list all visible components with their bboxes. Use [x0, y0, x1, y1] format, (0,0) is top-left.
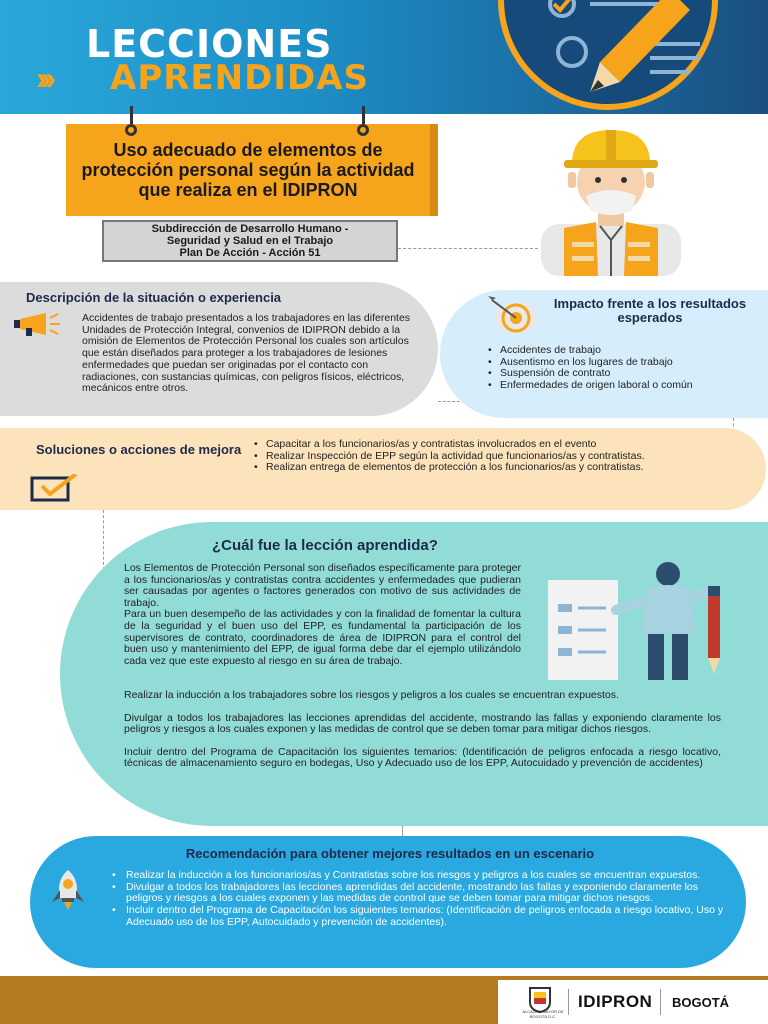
list-item: • Realizan entrega de elementos de protección a los funcionarios/as y contratistas.	[254, 462, 714, 474]
checklist-pencil-icon	[520, 0, 768, 114]
description-title: Descripción de la situación o experiencia	[26, 290, 282, 305]
megaphone-icon	[12, 312, 64, 336]
page-title-line2: APRENDIDAS	[110, 58, 369, 98]
lesson-paragraph: Los Elementos de Protección Personal son diseñados específicamente para proteger a los funcionarios/as y contratistas contra accidentes y enfermedades que pudieran ser causadas por agentes o factores generados con motivo de sus actividades de trabajo.	[124, 562, 521, 609]
list-item: • Realizar Inspección de EPP según la actividad que funcionarios/as y contratistas.	[254, 451, 714, 463]
subtitle-line1: Subdirección de Desarrollo Humano -	[151, 223, 349, 235]
subtitle-line2: Seguridad y Salud en el Trabajo	[166, 235, 334, 247]
lesson-body-bottom	[124, 690, 721, 781]
idipron-logo: IDIPRON	[578, 992, 653, 1011]
lesson-title: ¿Cuál fue la lección aprendida?	[212, 537, 438, 554]
title-arrows: ›››	[36, 60, 50, 96]
lesson-paragraph: Incluir dentro del Programa de Capacitación los siguientes temarios: (Identificación de peligros enfocada a riesgo locativo, técnicas de almacenamiento seguro en bodegas, Uso y Adecuado uso de los EPP, Autocuidado y prevención de accidentes)	[124, 745, 721, 770]
recommendation-list	[112, 870, 728, 929]
subtitle-box	[102, 220, 398, 262]
recommendation-title: Recomendación para obtener mejores resultados en un escenario	[185, 846, 595, 861]
connector-line	[402, 826, 403, 836]
subtitle-line3: Plan De Acción - Acción 51	[179, 247, 321, 259]
construction-worker-icon	[536, 124, 686, 276]
rocket-icon	[46, 868, 90, 912]
list-item: • Accidentes de trabajo	[488, 345, 758, 357]
list-item: • Divulgar a todos los trabajadores las lecciones aprendidas del accidente, mostrando las fallas y exponiendo claramente los peligros y riesgos a los cuales exponen y las medidas de control que se deben tomar para mitigar dichos riesgos.	[112, 882, 728, 905]
hook-ring	[125, 124, 137, 136]
hook-ring	[357, 124, 369, 136]
list-item: • Capacitar a los funcionarios/as y contratistas involucrados en el evento	[254, 439, 714, 451]
solutions-list	[254, 439, 714, 474]
target-icon	[486, 296, 546, 336]
connector-line	[103, 510, 104, 570]
list-item: • Realizar la inducción a los funcionarios/as y Contratistas sobre los riesgos y peligros a los cuales se encuentran expuestos.	[112, 870, 728, 882]
lesson-paragraph: Realizar la inducción a los trabajadores sobre los riesgos y peligros a los cuales se encuentran expuestos.	[124, 689, 619, 701]
lesson-paragraph: Para un buen desempeño de las actividades y con la finalidad de fomentar la cultura de la seguridad y el buen uso del EPP, es fundamental la participación de los supervisores de contrato, coordinadores de área de IDIPRON para el control del buen uso y mantenimiento del EPP, de igual forma debe dar el ejemplo utilizándolo cada vez que este expuesto al riesgo en su área de trabajo.	[124, 608, 521, 667]
topic-title-box	[66, 124, 438, 216]
topic-title: Uso adecuado de elementos de protección personal según la actividad que realiza en el IDIPRON	[81, 140, 415, 200]
logo-divider	[568, 989, 569, 1015]
solutions-title: Soluciones o acciones de mejora	[36, 442, 242, 457]
page-title-line1: LECCIONES	[86, 22, 333, 66]
list-item: • Suspensión de contrato	[488, 368, 758, 380]
bogota-logo: BOGOTÁ	[672, 995, 730, 1010]
list-item: • Incluir dentro del Programa de Capacitación los siguientes temarios: (Identificación de peligros enfocada a riesgo locativo, Uso y Adecuado uso de los EPP, Autocuidado y prevención de accidentes).	[112, 905, 728, 928]
presenter-board-icon	[546, 560, 732, 682]
checkbox-icon	[30, 474, 78, 502]
impact-list	[488, 345, 758, 392]
impact-title: Impacto frente a los resultados esperados	[553, 296, 747, 325]
list-item: • Ausentismo en los lugares de trabajo	[488, 357, 758, 369]
logo-divider	[660, 989, 661, 1015]
alcaldia-label: ALCALDÍA MAYOR DE BOGOTÁ D.C.	[522, 1009, 564, 1019]
list-item: • Enfermedades de origen laboral o común	[488, 380, 758, 392]
description-body: Accidentes de trabajo presentados a los trabajadores en las diferentes Unidades de Protección Integral, convenios de IDIPRON debido a la omisión de Elementos de Protección Personal los cuales son artículos que están diseñados para proteger a los trabajadores de lesiones enfermedades que puedan ser originadas por el contacto con radiaciones, con sustancias químicas, con peligros físicos, eléctricos, mecánicos entre otros.	[82, 312, 411, 395]
lesson-paragraph: Divulgar a todos los trabajadores las lecciones aprendidas del accidente, mostrando las fallas y exponiendo claramente los peligros y riesgos a los cuales exponen y las medidas de control que se deben tomar para mitigar dichos riesgos.	[124, 711, 721, 736]
lesson-body-top	[124, 563, 521, 667]
connector-line	[398, 248, 538, 249]
